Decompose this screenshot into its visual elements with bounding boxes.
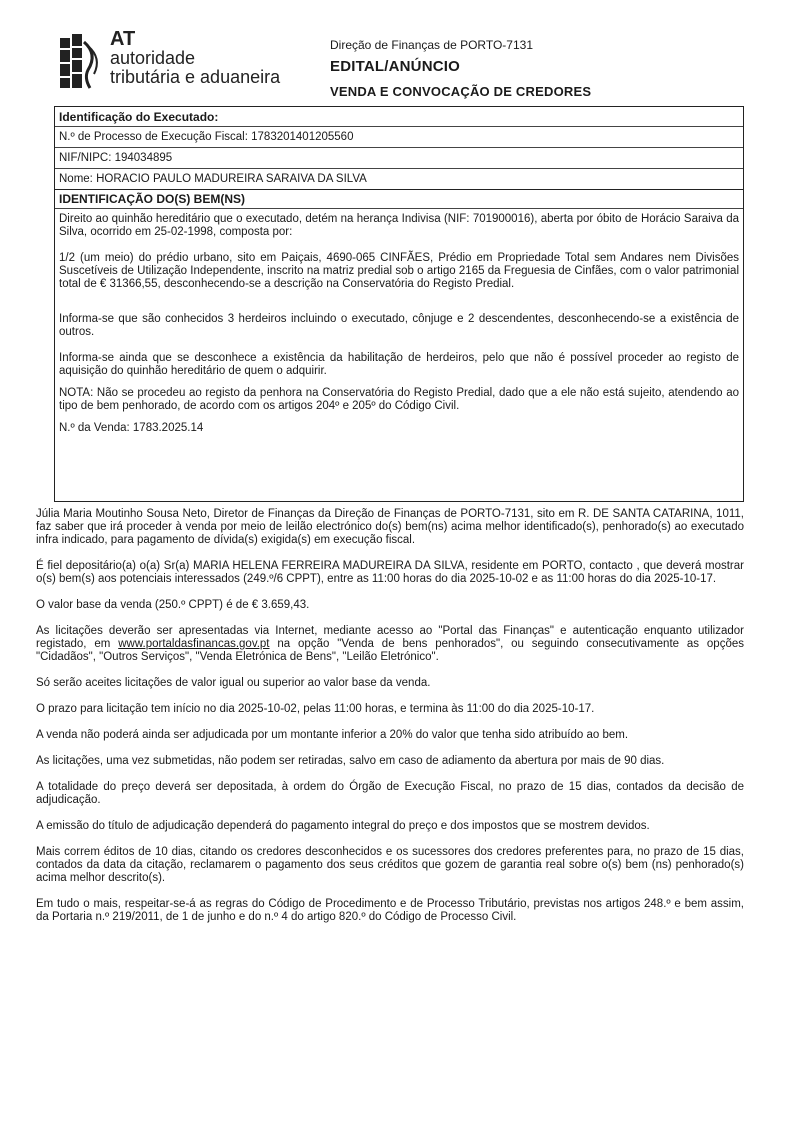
body-paragraph-4b: na opção "Venda de bens penhorados", ou seguindo consecutivamente as opções "Cidadãos", "Outros Serviços", "Venda Eletrónica de Bens", "Leilão Eletrónico". <box>36 638 744 663</box>
at-logo <box>58 30 308 96</box>
bens-paragraph-2: 1/2 (um meio) do prédio urbano, sito em Paiçais, 4690-065 CINFÃES, Prédio em Propriedade Total sem Andares nem Divisões Suscetíveis de Utilização Independente, inscrito na matriz predial sob o artigo 2165 da Freguesia de Cinfães, com o valor patrimonial total de € 31366,55, desconhecendo-se a descrição na Conservatória do Registo Predial. <box>59 252 739 290</box>
bens-paragraph-4: Informa-se ainda que se desconhece a existência da habilitação de herdeiros, pelo que não é possível proceder ao registo de aquisição do quinhão hereditário de quem o adquirir. <box>59 352 739 377</box>
bens-paragraph-1: Direito ao quinhão hereditário que o executado, detém na herança Indivisa (NIF: 701900016), aberta por óbito de Horácio Saraiva da Silva, ocorrido em 25-02-1998, composta por: <box>59 213 739 238</box>
portal-financas-link[interactable]: www.portaldasfinancas.gov.pt <box>118 638 270 650</box>
body-paragraph-9: A totalidade do preço deverá ser depositada, à ordem do Órgão de Execução Fiscal, no prazo de 15 dias, contados da decisão de adjudicação. <box>36 781 744 806</box>
executado-title: Identificação do Executado: <box>59 110 219 124</box>
body-paragraph-2: É fiel depositário(a) o(a) Sr(a) MARIA HELENA FERREIRA MADUREIRA DA SILVA, residente em PORTO, contacto , que deverá mostrar o(s) bem(s) aos potenciais interessados (249.º/6 CPPT), entre as 11:00 horas do dia 2025-10-02 e as 11:00 horas do dia 2025-10-17. <box>36 560 744 585</box>
body-paragraph-11: Mais correm éditos de 10 dias, citando os credores desconhecidos e os sucessores dos credores preferentes para, no prazo de 15 dias, contados da data da citação, reclamarem o pagamento dos seus créditos que gozem de garantia real sobre o(s) bem (ns) penhorado(s) acima melhor descrito(s). <box>36 846 744 884</box>
body-paragraph-4 <box>36 625 744 664</box>
document-header <box>330 38 770 99</box>
nif-label: NIF/NIPC: <box>59 152 112 164</box>
nif-value: 194034895 <box>114 152 173 164</box>
numero-venda-value: 1783.2025.14 <box>132 422 204 434</box>
body-paragraph-8: As licitações, uma vez submetidas, não podem ser retiradas, salvo em caso de adiamento da abertura por mais de 90 dias. <box>36 755 665 767</box>
bens-title: IDENTIFICAÇÃO DO(S) BEM(NS) <box>55 189 743 209</box>
body-paragraph-1: Júlia Maria Moutinho Sousa Neto, Diretor de Finanças da Direção de Finanças de PORTO-7131, sito em R. DE SANTA CATARINA, 1011, faz saber que irá proceder à venda por meio de leilão electrónico do(s) bem(ns) acima melhor identificado(s), penhorado(s) ao executado infra indicado, para pagamento de dívida(s) exigida(s) em execução fiscal. <box>36 508 744 546</box>
processo-row <box>55 126 743 147</box>
nif-row <box>55 147 743 168</box>
logo-line-2: autoridade <box>110 48 196 68</box>
logo-at: AT <box>110 28 136 50</box>
numero-venda-label: N.º da Venda: <box>59 422 130 434</box>
body-paragraph-6: O prazo para licitação tem início no dia 2025-10-02, pelas 11:00 horas, e termina às 11:00 do dia 2025-10-17. <box>36 703 595 715</box>
direcao-financas: Direção de Finanças de PORTO-7131 <box>330 38 533 52</box>
document-subtitle: VENDA E CONVOCAÇÃO DE CREDORES <box>330 84 592 99</box>
processo-value: 1783201401205560 <box>251 131 354 143</box>
nome-label: Nome: <box>59 173 93 185</box>
numero-venda <box>55 422 743 435</box>
nome-row <box>55 168 743 189</box>
bens-nota: NOTA: Não se procedeu ao registo da penhora na Conservatória do Registo Predial, dado que a ele não está sujeito, atendendo ao tipo de bem penhorado, de acordo com os artigos 204º e 205º do Código Civil. <box>59 387 739 412</box>
body-paragraph-12: Em tudo o mais, respeitar-se-á as regras do Código de Procedimento e de Processo Tributário, previstas nos artigos 248.º e bem assim, da Portaria n.º 219/2011, de 1 de junho e do n.º 4 do artigo 820.º do Código de Processo Civil. <box>36 898 744 923</box>
edital-body <box>36 508 744 924</box>
bens-paragraph-3: Informa-se que são conhecidos 3 herdeiros incluindo o executado, cônjuge e 2 descendentes, desconhecendo-se a existência de outros. <box>59 313 739 338</box>
body-paragraph-3: O valor base da venda (250.º CPPT) é de € 3.659,43. <box>36 599 310 611</box>
identification-box <box>54 106 744 502</box>
body-paragraph-5: Só serão aceites licitações de valor igual ou superior ao valor base da venda. <box>36 677 431 689</box>
body-paragraph-7: A venda não poderá ainda ser adjudicada por um montante inferior a 20% do valor que tenha sido atribuído ao bem. <box>36 729 629 741</box>
document-title: EDITAL/ANÚNCIO <box>330 58 461 75</box>
at-emblem-icon <box>58 32 104 92</box>
body-paragraph-10: A emissão do título de adjudicação dependerá do pagamento integral do preço e dos impostos que se mostrem devidos. <box>36 820 650 832</box>
nome-value: HORACIO PAULO MADUREIRA SARAIVA DA SILVA <box>96 173 367 185</box>
logo-line-3: tributária e aduaneira <box>110 67 281 87</box>
processo-label: N.º de Processo de Execução Fiscal: <box>59 131 248 143</box>
logo-wordmark <box>110 30 280 87</box>
body-paragraph-4a: As licitações deverão ser apresentadas via Internet, mediante acesso ao "Portal das Finanças" e autenticação enquanto utilizador registado, em <box>36 625 744 650</box>
